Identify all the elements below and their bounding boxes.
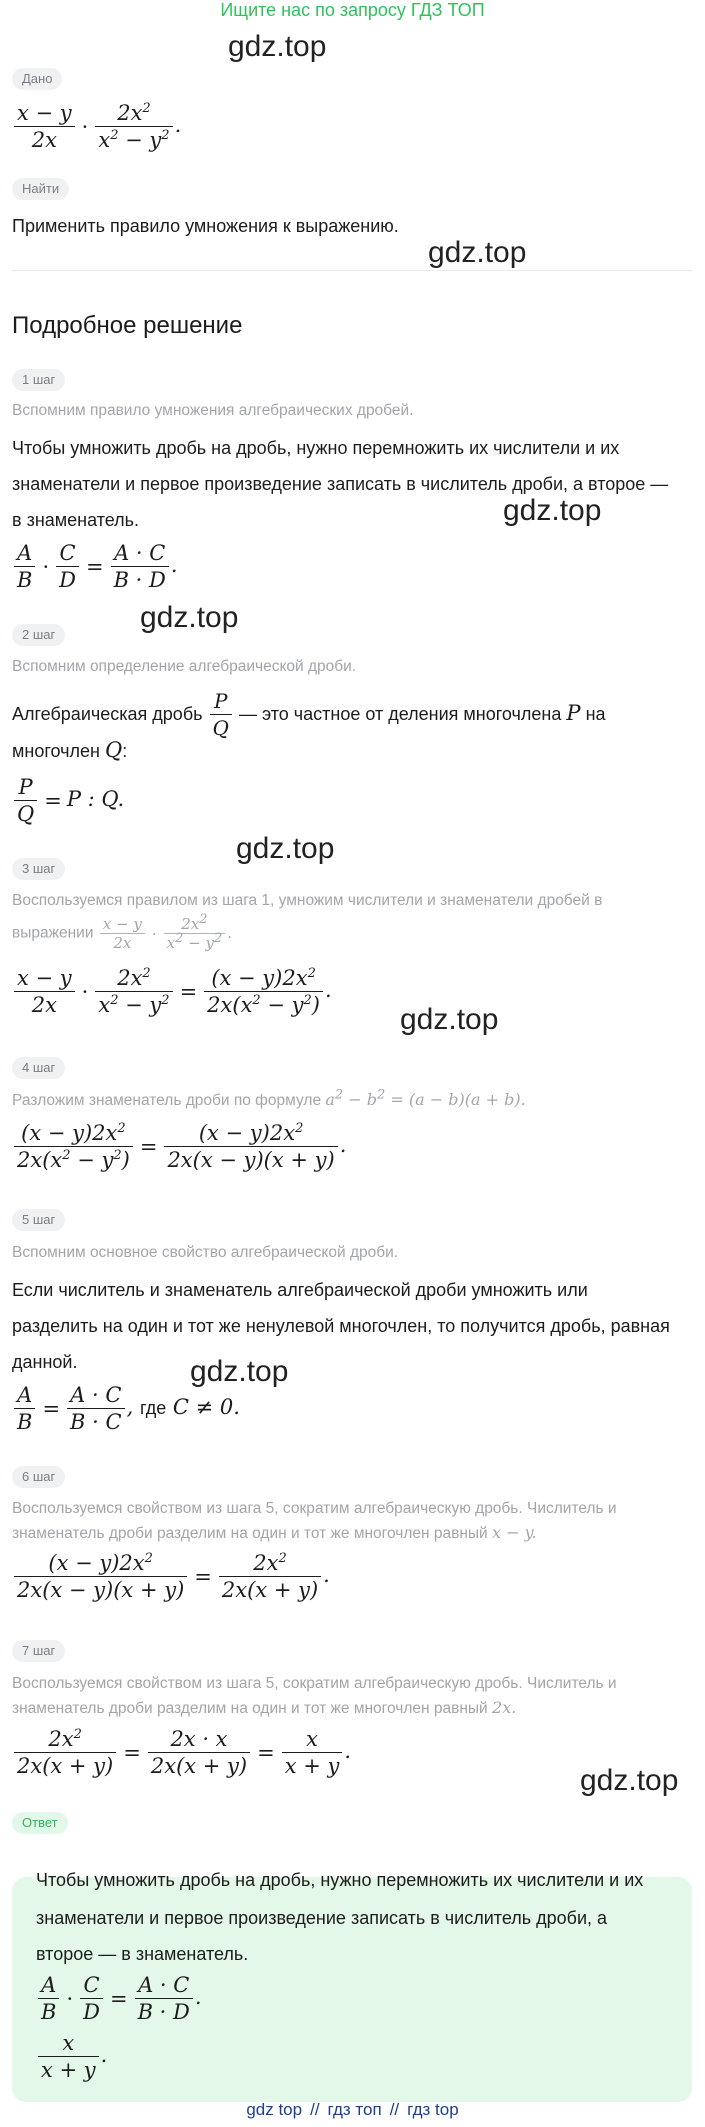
watermark: gdz.top [228, 30, 327, 63]
solution-title: Подробное решение [12, 312, 243, 339]
property-text-line: данной. [12, 1352, 78, 1372]
divider [12, 270, 692, 271]
step-hint: знаменатель дроби разделим на один и тот же многочлен равный 2x. [12, 1698, 517, 1717]
step-hint: Воспользуемся свойством из шага 5, сократим алгебраическую дробь. Числитель и [12, 1500, 617, 1517]
step-label: 3 шаг [12, 858, 65, 880]
definition-line: многочлен Q: [12, 738, 128, 762]
property-text-line: разделить на один и тот же ненулевой многочлен, то получится дробь, равная [12, 1316, 670, 1336]
answer-text-line: Чтобы умножить дробь на дробь, нужно перемножить их числители и их [36, 1870, 644, 1890]
answer-result-formula: $\frac{x}{x + y}$ . [36, 2030, 107, 2083]
definition-line: Алгебраическая дробь $\frac{P}{Q}$ — это частное от деления многочлена P на [12, 689, 606, 740]
step-label: 4 шаг [12, 1057, 65, 1079]
footer-links: gdz top // гдз топ // гдз top [246, 2100, 459, 2119]
step7-formula: $\frac{2x^2}{2x(x + y)}$ = $\frac{2x \cdot x}{2x(x + y)}$ = $\frac{x}{x + y}$ . [12, 1726, 351, 1779]
find-label: Найти [12, 178, 69, 200]
rule-text-line: Чтобы умножить дробь на дробь, нужно перемножить их числители и их [12, 438, 620, 458]
step-label: 2 шаг [12, 624, 65, 646]
property-text-line: Если числитель и знаменатель алгебраической дроби умножить или [12, 1280, 588, 1300]
step4-formula: $\frac{(x - y)2x^2}{2x(x^2 - y^2)}$ = $\frac{(x - y)2x^2}{2x(x - y)(x + y)}$ . [12, 1120, 346, 1173]
step3-formula: $\frac{x - y}{2x}$ · $\frac{2x^2}{x^2 - y^2}$ = $\frac{(x - y)2x^2}{2x(x^2 - y^2)}$ . [12, 965, 332, 1018]
answer-rule-formula: $\frac{A}{B}$ · $\frac{C}{D}$ = $\frac{A \cdot C}{B \cdot D}$ . [36, 1972, 202, 2025]
rule-text-line: знаменатели и первое произведение записать в числитель дроби, а второе — [12, 474, 669, 494]
answer-text-line: второе — в знаменатель. [36, 1944, 249, 1964]
step-label: 6 шаг [12, 1466, 65, 1488]
step-hint: Воспользуемся свойством из шага 5, сократим алгебраическую дробь. Числитель и [12, 1675, 617, 1692]
step-hint: Вспомним определение алгебраической дроби. [12, 658, 357, 675]
footer-link[interactable]: gdz top [246, 2100, 303, 2119]
watermark: gdz.top [400, 1003, 499, 1036]
watermark: gdz.top [503, 494, 602, 527]
multiplication-rule-formula: $\frac{A}{B}$ · $\frac{C}{D}$ = $\frac{A \cdot C}{B \cdot D}$ . [12, 540, 178, 593]
answer-text-line: знаменатели и первое произведение записать в числитель дроби, а [36, 1908, 608, 1928]
step-hint: Разложим знаменатель дроби по формуле $a^2 - b^2 = (a - b)(a + b)$. [12, 1087, 526, 1109]
watermark: gdz.top [428, 236, 527, 269]
watermark: gdz.top [140, 601, 239, 634]
footer-link[interactable]: гдз топ [327, 2100, 382, 2119]
step-label: 5 шаг [12, 1209, 65, 1231]
step-hint: знаменатель дроби разделим на один и тот же многочлен равный x − y. [12, 1523, 537, 1542]
answer-label: Ответ [12, 1812, 68, 1834]
step-hint: Вспомним правило умножения алгебраических дробей. [12, 402, 414, 419]
step-hint: Воспользуемся правилом из шага 1, умножим числители и знаменатели дробей в [12, 892, 603, 909]
footer-link[interactable]: гдз top [407, 2100, 459, 2119]
watermark: gdz.top [190, 1355, 289, 1388]
find-text: Применить правило умножения к выражению. [12, 216, 399, 236]
rule-text-line: в знаменатель. [12, 510, 140, 530]
definition-formula: $\frac{P}{Q}$ = P : Q. [12, 774, 124, 827]
watermark: gdz.top [580, 1764, 679, 1797]
property-formula: $\frac{A}{B}$ = $\frac{A \cdot C}{B \cdot C}$ , где C ≠ 0. [12, 1382, 240, 1435]
search-banner: Ищите нас по запросу ГДЗ ТОП [220, 0, 485, 20]
step-hint: выражении $\frac{x - y}{2x}$ · $\frac{2x^2}{x^2 - y^2}$ . [12, 912, 233, 952]
step6-formula: $\frac{(x - y)2x^2}{2x(x - y)(x + y)}$ = $\frac{2x^2}{2x(x + y)}$ . [12, 1550, 330, 1603]
watermark: gdz.top [236, 832, 335, 865]
step-hint: Вспомним основное свойство алгебраической дроби. [12, 1244, 399, 1261]
given-label: Дано [12, 68, 62, 90]
step-label: 1 шаг [12, 369, 65, 391]
step-label: 7 шаг [12, 1640, 65, 1662]
given-expression: $\frac{x - y}{2x}$ · $\frac{2x^2}{x^2 - y^2}$ . [12, 100, 181, 153]
